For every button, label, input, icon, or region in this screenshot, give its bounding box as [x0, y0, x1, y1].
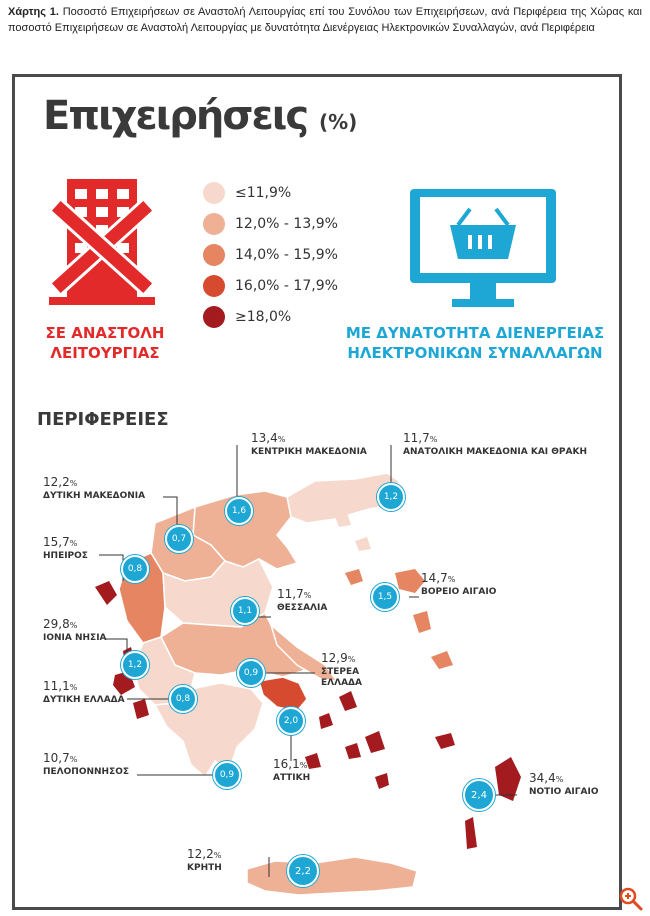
region-name: ΔΥΤΙΚΗ ΜΑΚΕΔΟΝΙΑ — [43, 491, 146, 501]
region-value: 11,7% — [277, 587, 312, 601]
online-bubble: 0,7 — [165, 525, 193, 553]
legend-label: 16,0% - 17,9% — [235, 277, 338, 294]
region-notio-andros — [339, 691, 357, 711]
label-peloponnisos — [43, 751, 129, 778]
region-value: 15,7% — [43, 535, 78, 549]
suspended-label-line2: ΛΕΙΤΟΥΡΓΙΑΣ — [50, 344, 160, 362]
region-value: 11,7% — [403, 431, 438, 445]
legend-label: ≤11,9% — [235, 184, 292, 201]
region-ionia-zakynthos — [133, 699, 149, 719]
legend-label: ≥18,0% — [235, 308, 292, 325]
label-dytiki-ellada — [43, 679, 125, 706]
online-bubble: 1,2 — [121, 651, 149, 679]
region-notio-naxos — [365, 731, 385, 753]
regions-heading: ΠΕΡΙΦΕΡΕΙΕΣ — [37, 409, 169, 430]
caption-label: Χάρτης 1. — [8, 6, 59, 18]
title-unit: (%) — [318, 110, 358, 134]
online-label-line2: ΗΛΕΚΤΡΟΝΙΚΩΝ ΣΥΝΑΛΛΑΓΩΝ — [347, 344, 603, 362]
caption-text: Ποσοστό Επιχειρήσεων σε Αναστολή Λειτουργίας επί του Συνόλου των Επιχειρήσεων, ανά Περιφέρεια της Χώρας και ποσοστό Επιχειρήσεων σε Αναστολή Λειτουργίας με δυνατότητα Διενέργειας Ηλεκτρονικών Συναλλαγών, ανά Περιφέρεια — [8, 6, 642, 34]
online-bubble: 2,2 — [287, 855, 319, 887]
legend-label: 14,0% - 15,9% — [235, 246, 338, 263]
region-voreio-chios — [413, 611, 431, 633]
label-attiki — [273, 757, 310, 784]
region-kriti — [247, 857, 417, 895]
region-notio-karpathos — [465, 817, 477, 849]
online-label-line1: ΜΕ ΔΥΝΑΤΟΤΗΤΑ ΔΙΕΝΕΡΓΕΙΑΣ — [345, 324, 605, 342]
region-name: ΑΝΑΤΟΛΙΚΗ ΜΑΚΕΔΟΝΙΑ ΚΑΙ ΘΡΑΚΗ — [403, 447, 587, 457]
label-thessalia — [277, 587, 327, 614]
region-name: ΑΤΤΙΚΗ — [273, 773, 311, 783]
title-main: Επιχειρήσεις — [43, 93, 308, 139]
online-bubble: 1,1 — [231, 597, 259, 625]
region-value: 34,4% — [529, 771, 564, 785]
region-name: ΠΕΛΟΠΟΝΝΗΣΟΣ — [43, 767, 130, 777]
region-name: ΚΡΗΤΗ — [187, 863, 222, 873]
zoom-icon[interactable] — [618, 886, 644, 912]
region-value: 12,2% — [43, 475, 78, 489]
label-dytiki-makedonia — [43, 475, 145, 502]
region-ionia-corfu — [95, 581, 117, 605]
infographic-card — [12, 74, 622, 910]
online-bubble: 1,2 — [377, 483, 405, 511]
online-bubble: 1,5 — [371, 583, 399, 611]
online-bubble: 0,8 — [121, 555, 149, 583]
region-notio-rhodes — [495, 757, 521, 801]
region-samothraki — [355, 537, 371, 551]
region-name: ΗΠΕΙΡΟΣ — [43, 551, 88, 561]
region-name: ΘΕΣΣΑΛΙΑ — [277, 603, 328, 613]
region-value: 11,1% — [43, 679, 78, 693]
label-ionia-nisia — [43, 617, 107, 644]
region-name: ΔΥΤΙΚΗ ΕΛΛΑΔΑ — [43, 695, 125, 705]
online-bubble: 2,4 — [463, 779, 495, 811]
online-bubble: 0,8 — [169, 685, 197, 713]
region-voreio-limnos — [345, 569, 363, 585]
label-notio-aigaio — [529, 771, 598, 798]
region-attiki — [259, 677, 307, 711]
region-notio-kos — [435, 733, 455, 749]
label-kentriki-makedonia — [251, 431, 367, 458]
region-name-line2: ΕΛΛΑΔΑ — [321, 678, 362, 688]
region-name: ΚΕΝΤΡΙΚΗ ΜΑΚΕΔΟΝΙΑ — [251, 447, 367, 457]
region-name: ΝΟΤΙΟ ΑΙΓΑΙΟ — [529, 787, 599, 797]
region-notio-santorini — [375, 773, 389, 789]
map-caption — [8, 4, 642, 36]
region-value: 29,8% — [43, 617, 78, 631]
region-notio-paros — [345, 743, 361, 759]
label-kriti — [187, 847, 222, 874]
region-value: 10,7% — [43, 751, 78, 765]
legend-label: 12,0% - 13,9% — [235, 215, 338, 232]
online-bubble: 1,6 — [225, 497, 253, 525]
region-name: ΙΟΝΙΑ ΝΗΣΙΑ — [43, 633, 107, 643]
label-anatoliki-makedonia — [403, 431, 587, 458]
region-name: ΒΟΡΕΙΟ ΑΙΓΑΙΟ — [421, 587, 497, 597]
region-value: 12,2% — [187, 847, 222, 861]
suspended-label-line1: ΣΕ ΑΝΑΣΤΟΛΗ — [45, 324, 165, 342]
region-notio-kythnos — [319, 713, 333, 729]
label-sterea-ellada — [321, 651, 362, 689]
online-bubble: 0,9 — [237, 659, 265, 687]
region-value: 12,9% — [321, 651, 356, 665]
region-voreio-samos — [431, 651, 453, 669]
region-value: 16,1% — [273, 757, 308, 771]
online-bubble: 2,0 — [277, 707, 305, 735]
online-bubble: 0,9 — [213, 761, 241, 789]
region-name-line1: ΣΤΕΡΕΑ — [321, 667, 360, 677]
region-value: 14,7% — [421, 571, 456, 585]
leader-ipeiros — [99, 555, 123, 581]
label-ipeiros — [43, 535, 88, 562]
region-value: 13,4% — [251, 431, 286, 445]
label-voreio-aigaio — [421, 571, 496, 598]
